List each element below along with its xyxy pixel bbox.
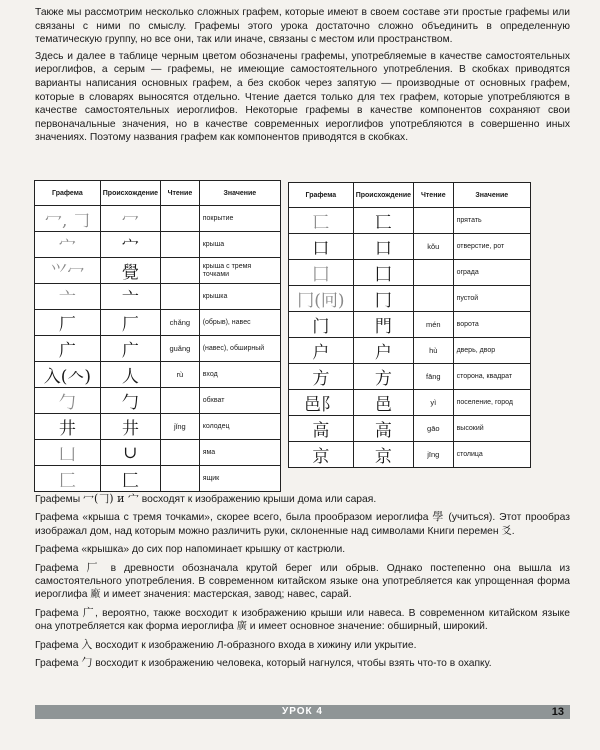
- meaning-cell: крыша с тремя точками: [199, 258, 280, 284]
- note-paragraph: [35, 606, 570, 634]
- grapheme-cell: 冂(冋): [289, 286, 354, 312]
- meaning-cell: колодец: [199, 414, 280, 440]
- grapheme-cell: 凵: [35, 440, 101, 466]
- header-reading: Чтение: [414, 183, 454, 208]
- reading-cell: [161, 284, 200, 310]
- note-chars: 厂: [86, 560, 103, 574]
- reading-cell: guǎng: [161, 336, 200, 362]
- grapheme-cell: 井: [35, 414, 101, 440]
- meaning-cell: покрытие: [199, 206, 280, 232]
- table-row: [35, 310, 281, 336]
- note-paragraph: [35, 510, 570, 538]
- grapheme-cell: 邑阝: [289, 390, 354, 416]
- note-text: Графема: [35, 658, 82, 670]
- note-text: Графемы: [35, 494, 83, 505]
- header-origin: Происхождение: [353, 183, 413, 208]
- grapheme-cell: 匸: [289, 208, 354, 234]
- origin-cell: 亠: [100, 284, 160, 310]
- origin-cell: 匚: [100, 466, 160, 492]
- origin-cell: 户: [353, 338, 413, 364]
- note-chars: 入: [81, 637, 93, 651]
- table-row: [289, 390, 531, 416]
- reading-cell: [161, 206, 200, 232]
- reading-cell: mén: [414, 312, 454, 338]
- reading-cell: [414, 260, 454, 286]
- grapheme-cell: 宀: [35, 232, 101, 258]
- table-row: [35, 232, 281, 258]
- origin-cell: 京: [353, 442, 413, 468]
- header-grapheme: Графема: [289, 183, 354, 208]
- note-text: восходит к изображению человека, который нагнулся, чтобы взять что-то в охапку.: [92, 658, 492, 670]
- note-text: Графема «крышка» до сих пор напоминает крышку от кастрюли.: [35, 544, 346, 556]
- intro-text: [35, 6, 570, 148]
- note-chars: 學: [432, 510, 445, 524]
- meaning-cell: дверь, двор: [453, 338, 530, 364]
- origin-cell: 勹: [100, 388, 160, 414]
- table-row: [35, 284, 281, 310]
- grapheme-cell: 户: [289, 338, 354, 364]
- lesson-title: УРОК 4: [282, 706, 323, 717]
- note-paragraph: [35, 638, 570, 652]
- table-row: [35, 388, 281, 414]
- reading-cell: kǒu: [414, 234, 454, 260]
- grapheme-cell: ⺍冖: [35, 258, 101, 284]
- table-row: [289, 416, 531, 442]
- grapheme-cell: 门: [289, 312, 354, 338]
- reading-cell: [161, 388, 200, 414]
- grapheme-cell: 匚: [35, 466, 101, 492]
- origin-cell: 宀: [100, 232, 160, 258]
- note-paragraph: [35, 656, 570, 670]
- meaning-cell: яма: [199, 440, 280, 466]
- meaning-cell: поселение, город: [453, 390, 530, 416]
- reading-cell: [161, 466, 200, 492]
- header-grapheme: Графема: [35, 181, 101, 206]
- reading-cell: hù: [414, 338, 454, 364]
- grapheme-cell: 亠: [35, 284, 101, 310]
- note-chars: 冖(𠃌) и 宀: [83, 492, 139, 505]
- table-row: [289, 208, 531, 234]
- table-header-row: [289, 183, 531, 208]
- grapheme-cell: 方: [289, 364, 354, 390]
- origin-cell: ∪: [100, 440, 160, 466]
- note-chars: 勹: [81, 656, 93, 670]
- note-paragraph: [35, 492, 570, 506]
- reading-cell: rù: [161, 362, 200, 388]
- reading-cell: jǐng: [161, 414, 200, 440]
- meaning-cell: ограда: [453, 260, 530, 286]
- meaning-cell: высокий: [453, 416, 530, 442]
- table-row: [289, 260, 531, 286]
- table-row: [289, 442, 531, 468]
- reading-cell: gāo: [414, 416, 454, 442]
- note-text: (учиться). Этот прообраз изображал дом, над которым можно различить руки, склоненные над символами Книги перемен 爻.: [35, 512, 570, 537]
- table-header-row: [35, 181, 281, 206]
- table-row: [35, 206, 281, 232]
- header-meaning: Значение: [453, 183, 530, 208]
- table-row: [289, 286, 531, 312]
- reading-cell: yì: [414, 390, 454, 416]
- table-row: [35, 258, 281, 284]
- grapheme-cell: 勹: [35, 388, 101, 414]
- note-paragraph: [35, 561, 570, 602]
- origin-cell: 冖: [100, 206, 160, 232]
- origin-cell: 厂: [100, 310, 160, 336]
- table-row: [289, 312, 531, 338]
- meaning-cell: вход: [199, 362, 280, 388]
- origin-cell: 人: [100, 362, 160, 388]
- origin-cell: 冂: [353, 286, 413, 312]
- page-footer: [35, 705, 570, 719]
- reading-cell: [414, 208, 454, 234]
- table-row: [35, 466, 281, 492]
- meaning-cell: обхват: [199, 388, 280, 414]
- note-text: в древности обозначала крутой берег или обрыв. Однако постепенно она вышла из самостоятельного употребления. В современном китайском языке она употребляется как упрощенная форма иероглифа 廠 и имеет значения: мастерская, завод; навес, сарай.: [35, 562, 570, 601]
- origin-cell: 高: [353, 416, 413, 442]
- reading-cell: [161, 232, 200, 258]
- grapheme-cell: 厂: [35, 310, 101, 336]
- grapheme-cell: 囗: [289, 260, 354, 286]
- note-text: Графема: [35, 562, 87, 574]
- reading-cell: jīng: [414, 442, 454, 468]
- table-row: [35, 362, 281, 388]
- header-meaning: Значение: [199, 181, 280, 206]
- meaning-cell: ящик: [199, 466, 280, 492]
- reading-cell: fāng: [414, 364, 454, 390]
- origin-cell: 口: [353, 234, 413, 260]
- meaning-cell: (обрыв), навес: [199, 310, 280, 336]
- table-row: [289, 364, 531, 390]
- header-reading: Чтение: [161, 181, 200, 206]
- origin-cell: 囗: [353, 260, 413, 286]
- meaning-cell: пустой: [453, 286, 530, 312]
- grapheme-cell: 入(𠆢): [35, 362, 101, 388]
- meaning-cell: прятать: [453, 208, 530, 234]
- table-row: [289, 338, 531, 364]
- origin-cell: 井: [100, 414, 160, 440]
- note-text: , вероятно, также восходит к изображению крыши или навеса. В современном китайском языке она употребляется как форма иероглифа 廣 и имеет основное значение: обширный, широкий.: [35, 607, 570, 633]
- reading-cell: [161, 258, 200, 284]
- meaning-cell: ворота: [453, 312, 530, 338]
- meaning-cell: крышка: [199, 284, 280, 310]
- origin-cell: 覺: [100, 258, 160, 284]
- grapheme-table-right: [288, 182, 531, 468]
- table-row: [35, 336, 281, 362]
- intro-paragraph-2: Здесь и далее в таблице черным цветом обозначены графемы, употребляемые в качестве самостоятельных иероглифов, а серым — графемы, не имеющие самостоятельного употребления. В скобках приводятся варианты написания основных графем, а без скобок через запятую — производные от основных графем, которые в словарях выносятся отдельно. Чтение дается только для тех графем, которые употребляются в качестве самостоятельных иероглифов. Некоторые графемы в качестве компонентов сохраняют свои первоначальные значения, но в качестве современных иероглифов употребляются в совершенно иных значениях. Поэтому названия графем как компонентов приводятся в скобках.: [35, 50, 570, 144]
- meaning-cell: крыша: [199, 232, 280, 258]
- note-chars: 广: [82, 605, 96, 619]
- page-number: 13: [551, 706, 564, 718]
- origin-cell: 邑: [353, 390, 413, 416]
- grapheme-cell: 京: [289, 442, 354, 468]
- origin-cell: 匸: [353, 208, 413, 234]
- header-origin: Происхождение: [100, 181, 160, 206]
- note-text: Графема: [35, 607, 83, 619]
- origin-cell: 广: [100, 336, 160, 362]
- grapheme-table-left: [34, 180, 281, 492]
- reading-cell: [414, 286, 454, 312]
- intro-paragraph-1: Также мы рассмотрим несколько сложных графем, которые имеют в своем составе эти простые графемы или связаны с ними по смыслу. Графемы этого урока достаточно сложно объединить в определенную тематическую группу, но все они, так или иначе, связаны с местом или пространством.: [35, 7, 570, 46]
- notes-section: [35, 492, 570, 674]
- origin-cell: 門: [353, 312, 413, 338]
- note-text: восходит к изображению Л-образного входа в хижину или укрытие.: [92, 639, 417, 651]
- grapheme-cell: 口: [289, 234, 354, 260]
- meaning-cell: (навес), обширный: [199, 336, 280, 362]
- note-text: восходят к изображению крыши дома или сарая.: [138, 494, 377, 505]
- grapheme-cell: 冖, 𠃌: [35, 206, 101, 232]
- note-text: Графема: [35, 639, 82, 651]
- note-paragraph: [35, 542, 570, 556]
- grapheme-cell: 高: [289, 416, 354, 442]
- meaning-cell: столица: [453, 442, 530, 468]
- reading-cell: chǎng: [161, 310, 200, 336]
- meaning-cell: сторона, квадрат: [453, 364, 530, 390]
- reading-cell: [161, 440, 200, 466]
- table-row: [35, 414, 281, 440]
- note-text: Графема «крыша с тремя точками», скорее всего, была прообразом иероглифа: [35, 512, 433, 524]
- meaning-cell: отверстие, рот: [453, 234, 530, 260]
- origin-cell: 方: [353, 364, 413, 390]
- table-row: [289, 234, 531, 260]
- grapheme-cell: 广: [35, 336, 101, 362]
- table-row: [35, 440, 281, 466]
